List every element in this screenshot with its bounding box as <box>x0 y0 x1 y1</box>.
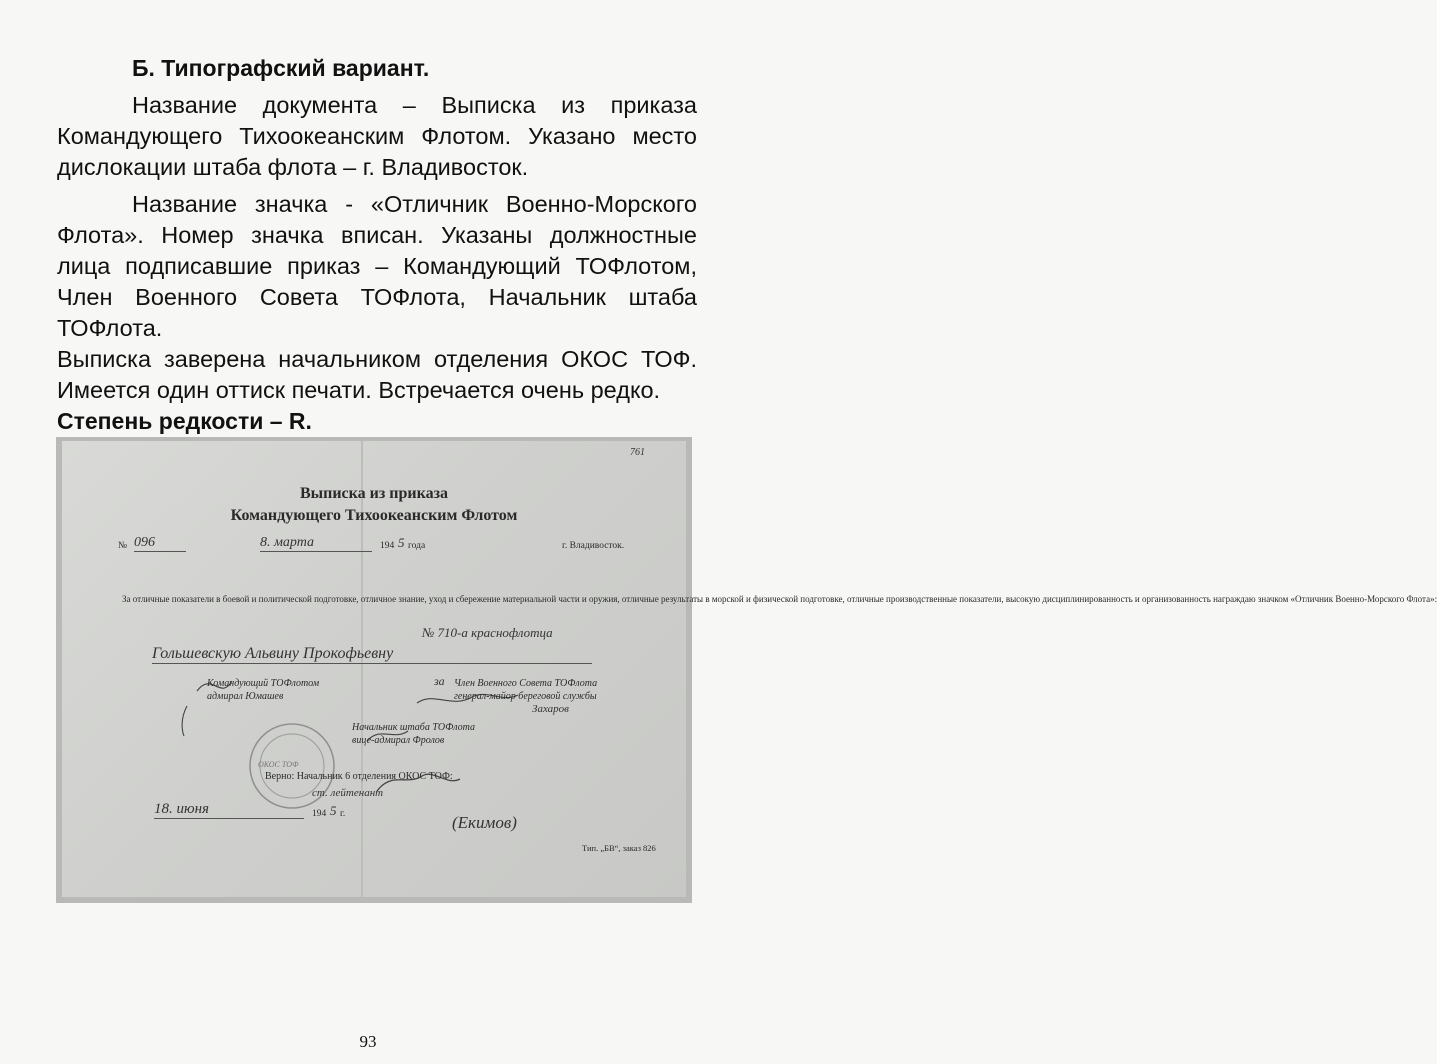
page-number: 93 <box>359 1032 377 1051</box>
verification-signature-name: (Екимов) <box>452 813 517 832</box>
commander-name: адмирал Юмашев <box>207 691 284 702</box>
order-body-text: За отличные показатели в боевой и политической подготовке, отличное знание, уход и сбережение материальной части и оружия, отличные результаты в морской и физической подготовке, отличные производственные показатели, высокую дисциплинированность и организованность награждаю значком «Отличник Военно-Морского Флота»: <box>122 594 1437 604</box>
chief-name: вице-адмирал Фролов <box>352 735 445 746</box>
chief-title: Начальник штаба ТОФлота <box>352 722 475 733</box>
stamp-text: ОКОС ТОФ <box>258 760 299 769</box>
order-date-hand: 8. марта <box>260 535 372 552</box>
paragraph-document-name: Название документа – Выписка из приказа Командующего Тихоокеанским Флотом. Указано место дислокации штаба флота – г. Владивосток. <box>57 92 697 180</box>
council-prefix-hand: за <box>434 674 445 688</box>
recipient-name-hand: Гольшевскую Альвину Прокофьевну <box>152 645 592 664</box>
order-year-word: года <box>408 541 426 551</box>
order-city: г. Владивосток. <box>562 541 625 551</box>
order-year-hand: 5 <box>398 535 405 550</box>
order-number-label: № <box>118 541 128 551</box>
section-heading: Б. Типографский вариант. <box>132 55 430 81</box>
verification-rank-hand: ст. лейтенант <box>312 787 384 799</box>
commander-title: Командующий ТОФлотом <box>207 678 320 689</box>
council-name: генерал-майор береговой службы <box>454 691 597 702</box>
verification-year-printed: 194 <box>312 809 327 819</box>
verification-year-hand: 5 <box>330 803 337 818</box>
council-title: Член Военного Совета ТОФлота <box>454 678 598 689</box>
rarity-degree: Степень редкости – R. <box>57 408 312 434</box>
document-title-line1: Выписка из приказа <box>299 485 449 502</box>
paragraph-badge-name: Название значка - «Отличник Военно-Морского Флота». Номер значка вписан. Указаны должностные лица подписавшие приказ – Командующий ТОФлотом, Член Военного Совета ТОФлота, Начальник штаба ТОФлота. <box>57 191 697 341</box>
initial-mark-hand <box>182 706 187 736</box>
paragraph-certification: Выписка заверена начальником отделения ОКОС ТОФ. Имеется один оттиск печати. Встречается очень редко. <box>57 346 697 403</box>
document-sheet <box>62 441 1437 897</box>
document-photo <box>56 437 1437 903</box>
order-year-printed: 194 <box>380 541 395 551</box>
print-info: Тип. „БВ“, заказ 826 <box>582 843 656 853</box>
council-surname-hand: Захаров <box>532 703 569 715</box>
text-block <box>57 52 697 437</box>
verification-year-suffix: г. <box>340 809 346 819</box>
verification-date-hand: 18. июня <box>154 801 304 819</box>
order-number-value: 096 <box>134 535 186 552</box>
badge-number-hand: № 710-а краснофлотца <box>422 625 553 640</box>
verification-text: Верно: Начальник 6 отделения ОКОС ТОФ: <box>265 771 453 782</box>
document-title-line2: Командующего Тихоокеанским Флотом <box>230 507 518 524</box>
corner-note: 761 <box>630 447 645 458</box>
